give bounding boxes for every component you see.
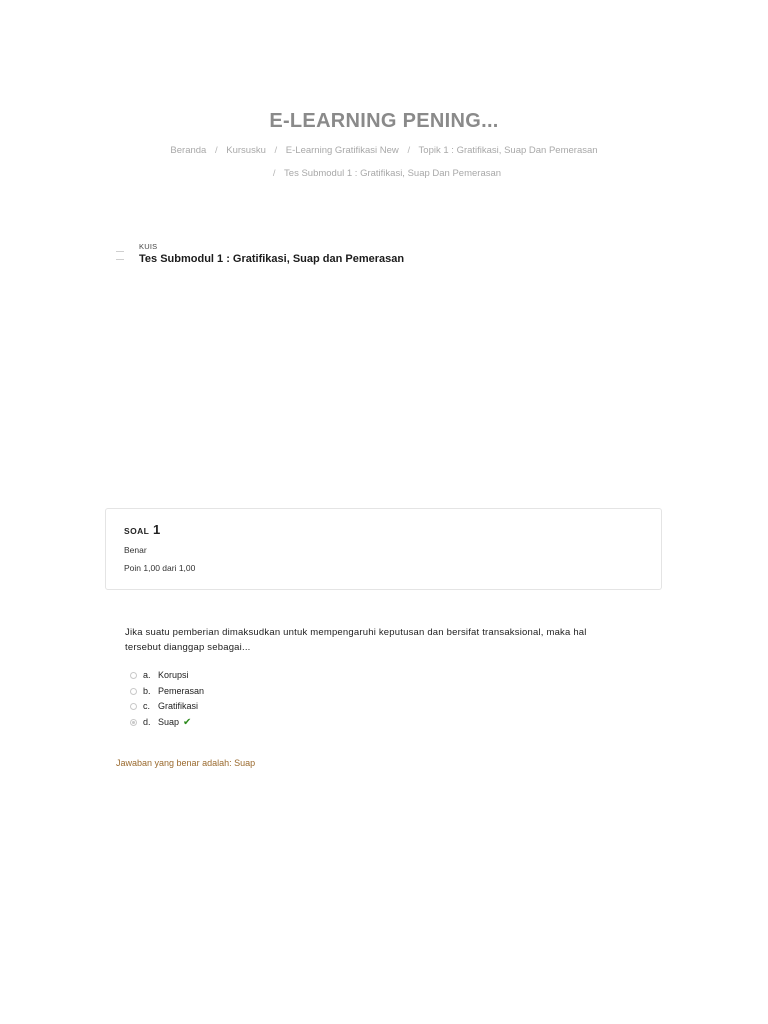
answer-text: Suap	[158, 716, 180, 727]
breadcrumb-my-courses[interactable]: Kursusku	[226, 145, 266, 156]
question-number: 1	[153, 522, 161, 537]
radio-button[interactable]	[130, 688, 137, 695]
answer-letter: d.	[143, 716, 151, 727]
answer-text-wrap	[158, 717, 191, 728]
breadcrumb-separator: /	[272, 168, 276, 179]
answer-letter: a.	[143, 670, 151, 680]
breadcrumb-separator: /	[274, 145, 278, 156]
question-info-card	[105, 508, 662, 590]
activity-icon-line	[116, 259, 124, 260]
activity-title: Tes Submodul 1 : Gratifikasi, Suap dan Pemerasan	[139, 253, 405, 265]
answer-letter: c.	[143, 701, 151, 711]
breadcrumb-topic[interactable]: Topik 1 : Gratifikasi, Suap Dan Pemerasan	[418, 145, 598, 156]
question-text: Jika suatu pemberian dimaksudkan untuk mempengaruhi keputusan dan bersifat transaksional, maka hal tersebut dianggap sebagai...	[125, 627, 587, 653]
answer-text: Gratifikasi	[158, 701, 199, 711]
correct-answer-feedback: Jawaban yang benar adalah: Suap	[116, 758, 256, 768]
breadcrumb-separator: /	[214, 145, 218, 156]
breadcrumb-home[interactable]: Beranda	[170, 145, 207, 156]
activity-type-label: KUIS	[139, 242, 158, 251]
question-state: Benar	[124, 545, 147, 555]
check-icon: ✔	[183, 716, 192, 728]
activity-icon-line	[116, 251, 124, 252]
radio-button[interactable]	[130, 703, 137, 710]
question-label: SOAL	[124, 526, 150, 536]
breadcrumb-quiz[interactable]: Tes Submodul 1 : Gratifikasi, Suap Dan Pemerasan	[284, 168, 502, 179]
answer-letter: b.	[143, 685, 151, 696]
question-grade: Poin 1,00 dari 1,00	[124, 563, 196, 573]
answer-text: Korupsi	[158, 670, 189, 680]
radio-button-selected[interactable]	[130, 719, 137, 726]
breadcrumb	[0, 145, 768, 156]
breadcrumb-continued	[0, 168, 768, 179]
radio-button[interactable]	[130, 672, 137, 679]
answer-text: Pemerasan	[158, 685, 205, 696]
breadcrumb-separator: /	[407, 145, 411, 156]
breadcrumb-course[interactable]: E-Learning Gratifikasi New	[285, 145, 399, 156]
course-title: E-LEARNING PENING...	[269, 110, 499, 132]
